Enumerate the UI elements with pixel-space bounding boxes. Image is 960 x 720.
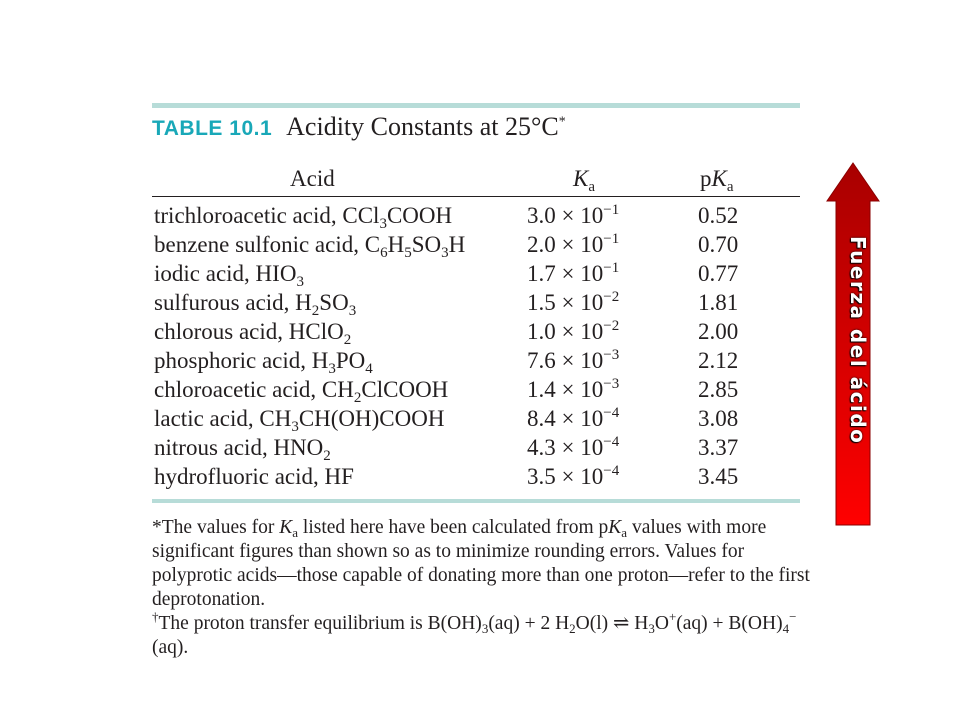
table-row	[152, 406, 800, 435]
acid-name-cell: sulfurous acid, $H_2SO_3$	[154, 290, 357, 319]
pka-value-cell: 1.81	[698, 290, 739, 315]
table-row	[152, 377, 800, 406]
acid-name-cell: lactic acid, $CH_3CH(OH)COOH$	[154, 406, 445, 435]
table-row	[152, 319, 800, 348]
pka-value-cell: 3.08	[698, 406, 739, 431]
ka-value-cell: $1.4 \times 10^{-3}$	[527, 376, 620, 402]
column-header-acid: Acid	[290, 166, 335, 191]
footnote-ka-values: *The values for $K_a$ listed here have been calculated from $pK_a$ values with more significant figures than shown so as to minimize rounding errors. Values for polyprotic acids—those capable of donating more than one proton—refer to the first deprotonation.	[152, 517, 810, 610]
pka-value-cell: 3.45	[698, 464, 739, 489]
table-row	[152, 348, 800, 377]
header-rule	[152, 196, 800, 197]
table-title	[152, 112, 566, 142]
ka-value-cell: $8.4 \times 10^{-4}$	[527, 405, 620, 431]
ka-value-cell: $1.0 \times 10^{-2}$	[527, 318, 620, 344]
table-row	[152, 232, 800, 261]
acid-name-cell: iodic acid, $HIO_3$	[154, 261, 304, 290]
pka-value-cell: 3.37	[698, 435, 739, 460]
pka-value-cell: 0.52	[698, 203, 739, 228]
table-row	[152, 435, 800, 464]
table-bottom-rule	[152, 499, 800, 503]
pka-value-cell: 0.70	[698, 232, 739, 257]
footnote-boric-acid: †The proton transfer equilibrium is $B(OH)_3(aq) + 2$ $H_2O(l)$ ⇌ $H_3O^+(aq) + B(OH)_4^-(aq)$.	[152, 609, 797, 658]
acid-name-cell: hydrofluoric acid, HF	[154, 464, 354, 489]
pka-value-cell: 2.00	[698, 319, 739, 344]
ka-value-cell: $1.5 \times 10^{-2}$	[527, 289, 620, 315]
table-row	[152, 261, 800, 290]
pka-value-cell: 2.85	[698, 377, 739, 402]
acid-name-cell: chloroacetic acid, $CH_2ClCOOH$	[154, 377, 449, 406]
table-caption-text: Acidity Constants at 25°C	[286, 112, 559, 141]
table-row	[152, 290, 800, 319]
ka-value-cell: $3.5 \times 10^{-4}$	[527, 463, 620, 489]
acid-name-cell: chlorous acid, HClO$_2$	[154, 319, 352, 348]
column-header-ka: $K_a$	[573, 166, 596, 195]
footnotes	[152, 516, 812, 660]
ka-value-cell: $4.3 \times 10^{-4}$	[527, 434, 620, 460]
acid-strength-label: Fuerza del ácido	[846, 236, 870, 445]
ka-value-cell: $2.0 \times 10^{-1}$	[527, 231, 620, 257]
table-row	[152, 464, 800, 493]
table-label: TABLE 10.1	[152, 117, 273, 140]
acid-name-cell: trichloroacetic acid, CCl$_3$COOH	[154, 203, 453, 232]
table-caption	[286, 112, 566, 141]
acid-name-cell: phosphoric acid, $H_3PO_4$	[154, 348, 373, 377]
caption-footnote-mark: *	[558, 114, 566, 130]
pka-value-cell: 0.77	[698, 261, 739, 286]
ka-value-cell: $3.0 \times 10^{-1}$	[527, 202, 620, 228]
column-header-pka: $pK_a$	[700, 166, 734, 195]
table-top-rule	[152, 103, 800, 108]
ka-value-cell: $7.6 \times 10^{-3}$	[527, 347, 620, 373]
pka-value-cell: 2.12	[698, 348, 739, 373]
acid-table-body	[152, 203, 800, 493]
table-row	[152, 203, 800, 232]
acid-name-cell: nitrous acid, $HNO_2$	[154, 435, 331, 464]
ka-value-cell: $1.7 \times 10^{-1}$	[527, 260, 620, 286]
acid-name-cell: benzene sulfonic acid, $C_6H_5SO_3H$	[154, 232, 466, 261]
